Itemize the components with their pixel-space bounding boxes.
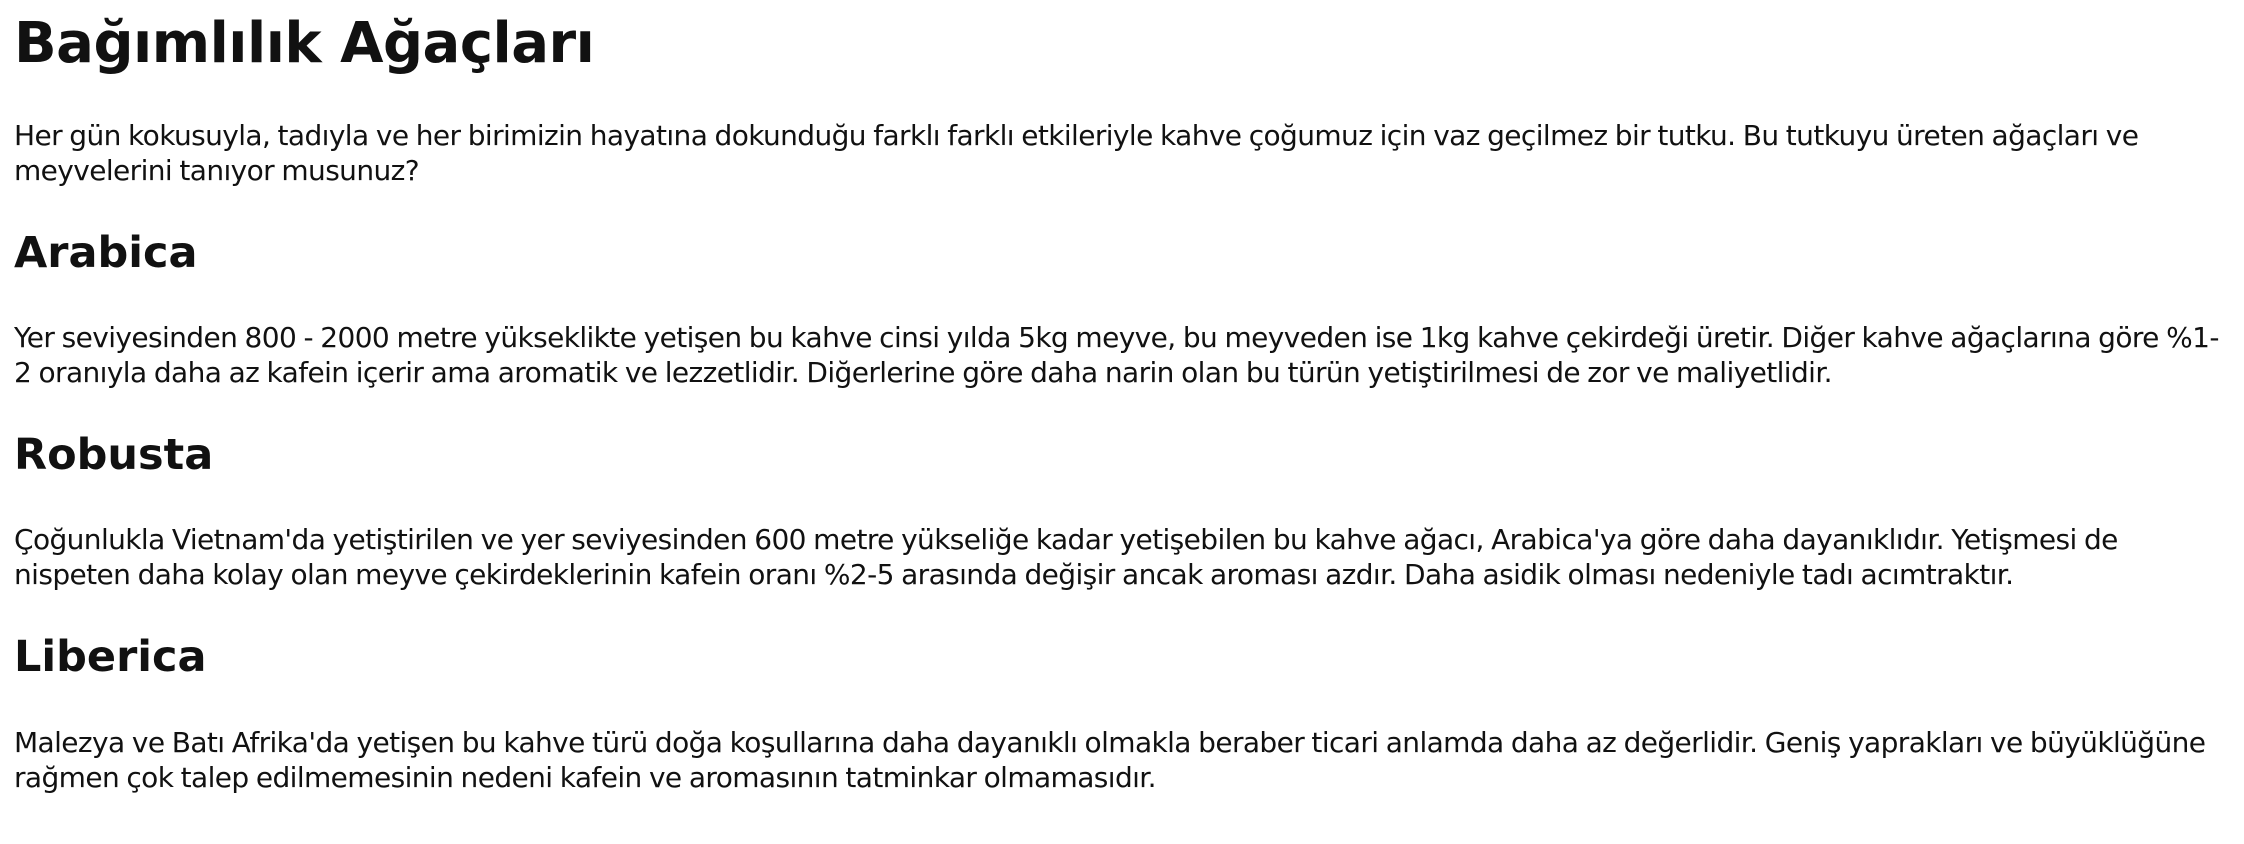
section-heading-liberica: Liberica — [14, 632, 207, 682]
section-text-liberica: Malezya ve Batı Afrika'da yetişen bu kahve türü doğa koşullarına daha dayanıklı olmakla beraber ticari anlamda daha az değerlidir. Geniş yaprakları ve büyüklüğüne rağmen çok talep edilmemesinin nedeni kafein ve aromasının tatminkar olmamasıdır. — [14, 726, 2206, 794]
section-heading-arabica: Arabica — [14, 228, 198, 278]
section-text-arabica: Yer seviyesinden 800 - 2000 metre yükseklikte yetişen bu kahve cinsi yılda 5kg meyve, bu meyveden ise 1kg kahve çekirdeği üretir. Diğer kahve ağaçlarına göre %1-2 oranıyla daha az kafein içerir ama aromatik ve lezzetlidir. Diğerlerine göre daha narin olan bu türün yetiştirilmesi de zor ve maliyetlidir. — [14, 321, 2219, 389]
section-text-robusta: Çoğunlukla Vietnam'da yetiştirilen ve yer seviyesinden 600 metre yükseliğe kadar yetişebilen bu kahve ağacı, Arabica'ya göre daha dayanıklıdır. Yetişmesi de nispeten daha kolay olan meyve çekirdeklerinin kafein oranı %2-5 arasında değişir ancak aroması azdır. Daha asidik olması nedeniyle tadı acımtraktır. — [14, 523, 2118, 591]
page-title: Bağımlılık Ağaçları — [14, 11, 595, 76]
section-heading-robusta: Robusta — [14, 430, 214, 480]
intro-paragraph: Her gün kokusuyla, tadıyla ve her birimizin hayatına dokunduğu farklı farklı etkileriyle kahve çoğumuz için vaz geçilmez bir tutku. Bu tutkuyu üreten ağaçları ve meyvelerini tanıyor musunuz? — [14, 119, 2139, 187]
